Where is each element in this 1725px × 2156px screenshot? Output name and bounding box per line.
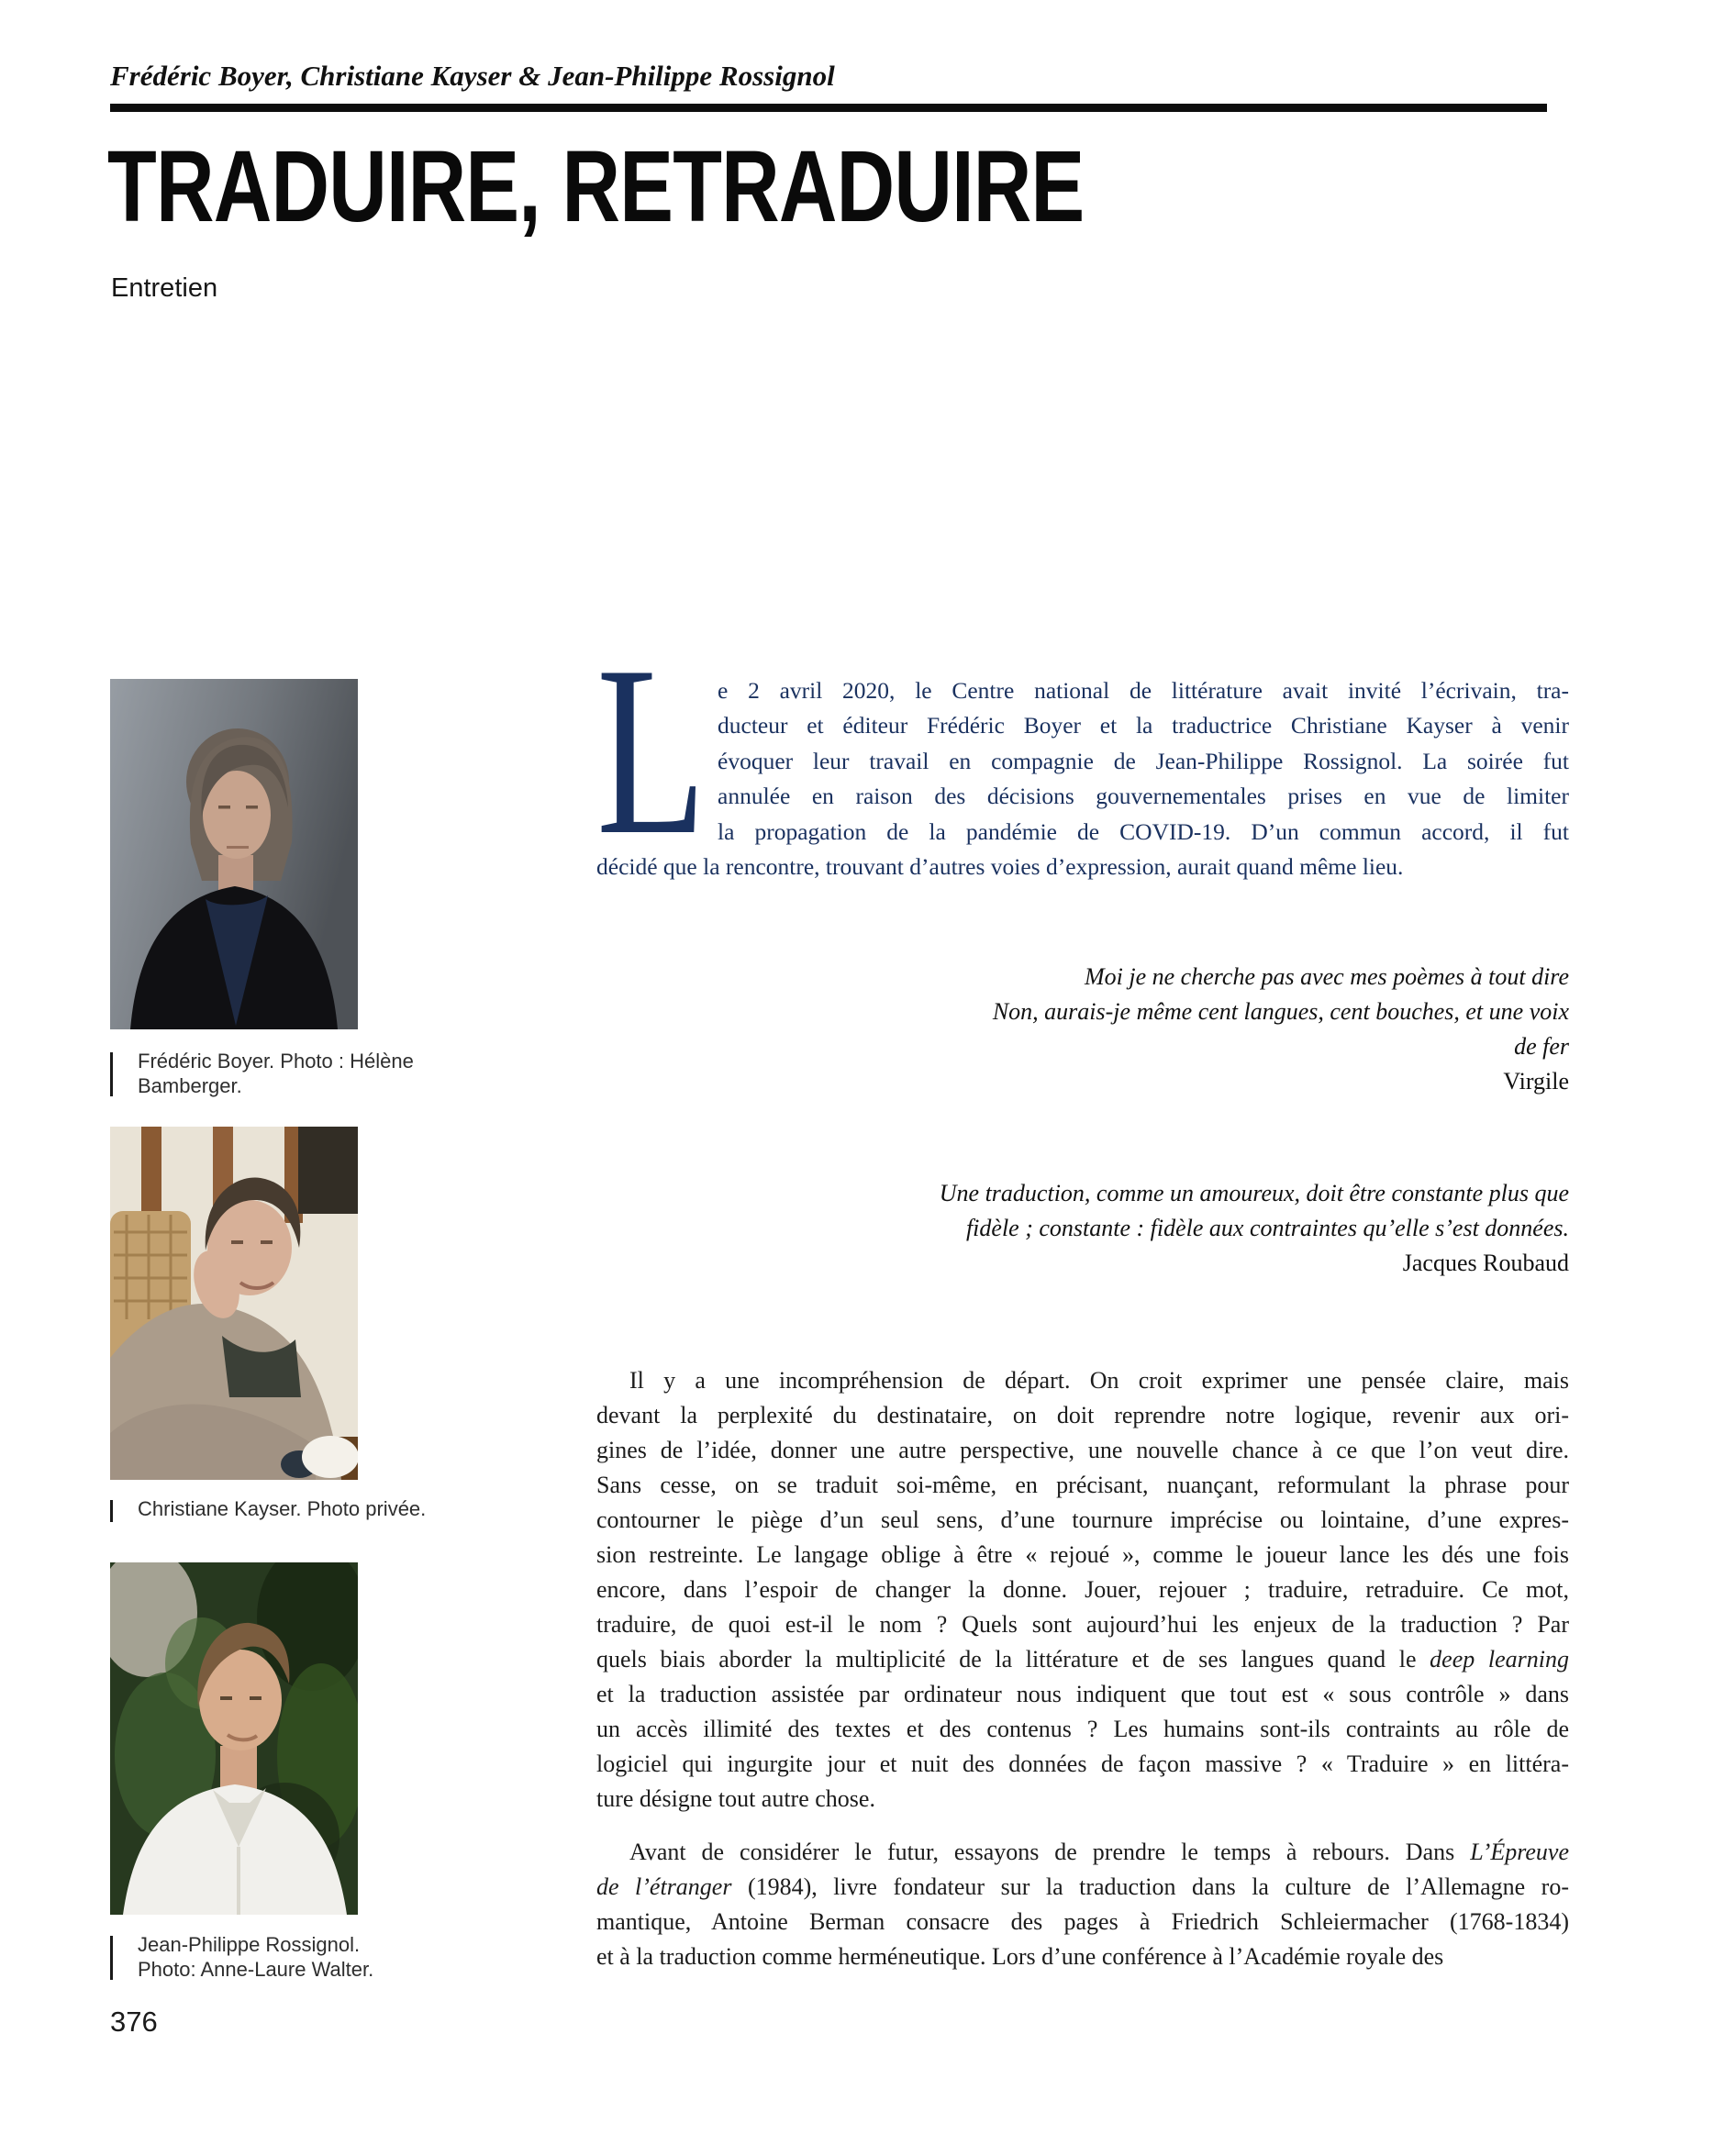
epigraph-line: Non, aurais-je même cent langues, cent bouches, et une voix: [992, 998, 1569, 1025]
caption-rule: [110, 1052, 113, 1096]
caption-jean-philippe-rossignol: [110, 1932, 413, 1982]
caption-frederic-boyer: [110, 1049, 413, 1098]
epigraph-attribution: Virgile: [1503, 1068, 1569, 1095]
body-text-line: devant la perplexité du destinataire, on doit reprendre notre logique, revenir aux ori-: [596, 1402, 1569, 1428]
body-text-line: mantique, Antoine Berman consacre des pages à Friedrich Schleiermacher (1768-1834): [596, 1908, 1569, 1935]
epigraph-attribution: Jacques Roubaud: [1402, 1250, 1569, 1276]
caption-line: Jean-Philippe Rossignol.: [138, 1933, 361, 1956]
body-text-line: un accès illimité des textes et des contenus ? Les humains sont-ils contraints au rôle de: [596, 1716, 1569, 1742]
body-text-line: contourner le piège d’un seul sens, d’une tournure imprécise ou lointaine, d’une expres-: [596, 1506, 1569, 1533]
body-text-line: Il y a une incompréhension de départ. On croit exprimer une pensée claire, mais: [629, 1367, 1569, 1394]
caption-rule: [110, 1500, 113, 1522]
body-text-line: encore, dans l’espoir de changer la donne. Jouer, rejouer ; traduire, retraduire. Ce mot,: [596, 1576, 1569, 1603]
drop-cap: L: [596, 617, 707, 885]
epigraph-line: Moi je ne cherche pas avec mes poèmes à tout dire: [1084, 963, 1569, 990]
body-text-line: de l’étranger (1984), livre fondateur sur la traduction dans la culture de l’Allemagne ro-: [596, 1873, 1569, 1900]
genre-label: Entretien: [111, 273, 218, 303]
intro-line: décidé que la rencontre, trouvant d’autres voies d’expression, aurait quand même lieu.: [596, 853, 1404, 881]
caption-line: Frédéric Boyer. Photo : Hélène: [138, 1050, 414, 1072]
intro-line: ducteur et éditeur Frédéric Boyer et la traductrice Christiane Kayser à venir: [718, 712, 1569, 739]
epigraph-line: de fer: [1514, 1033, 1569, 1060]
intro-line: e 2 avril 2020, le Centre national de littérature avait invité l’écrivain, tra-: [718, 677, 1569, 704]
body-text-line: ture désigne tout autre chose.: [596, 1785, 875, 1812]
portrait-man-dark-jacket: [110, 679, 358, 1029]
page-number: 376: [110, 2006, 158, 2038]
photo-christiane-kayser: [110, 1127, 358, 1480]
epigraph-line: Une traduction, comme un amoureux, doit être constante plus que: [939, 1180, 1569, 1206]
intro-line: annulée en raison des décisions gouvernementales prises en vue de limiter: [718, 783, 1569, 810]
caption-line: Photo: Anne-Laure Walter.: [138, 1958, 374, 1981]
intro-line: la propagation de la pandémie de COVID-19. D’un commun accord, il fut: [718, 817, 1569, 845]
body-text-line: et à la traduction comme herméneutique. Lors d’une conférence à l’Académie royale des: [596, 1943, 1444, 1970]
authors-line: Frédéric Boyer, Christiane Kayser & Jean-Philippe Rossignol: [110, 60, 835, 92]
epigraph-line: fidèle ; constante : fidèle aux contraintes qu’elle s’est données.: [965, 1215, 1569, 1241]
body-paragraph-1: [596, 1363, 1569, 1817]
epigraph-virgile: [596, 960, 1569, 1099]
caption-christiane-kayser: [110, 1496, 427, 1521]
caption-line: Christiane Kayser. Photo privée.: [138, 1497, 427, 1520]
photo-jean-philippe-rossignol: [110, 1562, 358, 1915]
body-text-line: logiciel qui ingurgite jour et nuit des données de façon massive ? « Traduire » en littéra-: [596, 1750, 1569, 1777]
page-title: TRADUIRE, RETRADUIRE: [107, 130, 1085, 243]
body-text-line: Sans cesse, on se traduit soi-même, en précisant, nuançant, reformulant la phrase pour: [596, 1472, 1569, 1498]
body-text-line: gines de l’idée, donner une autre perspective, une nouvelle chance à ce que l’on veut dire.: [596, 1437, 1569, 1463]
caption-line: Bamberger.: [138, 1074, 242, 1097]
photo-frederic-boyer: [110, 679, 358, 1029]
body-text-line: quels biais aborder la multiplicité de la littérature et de ses langues quand le deep learning: [596, 1646, 1569, 1673]
portrait-woman-chin-on-hand: [110, 1127, 358, 1480]
body-text-line: sion restreinte. Le langage oblige à être « rejoué », comme le joueur lance les dés une fois: [596, 1541, 1569, 1568]
intro-paragraph: [596, 617, 1569, 885]
caption-rule: [110, 1936, 113, 1980]
body-text-line: traduire, de quoi est-il le nom ? Quels sont aujourd’hui les enjeux de la traduction ? Par: [596, 1611, 1569, 1638]
portrait-man-white-shirt: [110, 1562, 358, 1915]
body-paragraph-2: [596, 1835, 1569, 1974]
epigraph-roubaud: [596, 1176, 1569, 1281]
header-rule: [110, 104, 1547, 112]
intro-line: évoquer leur travail en compagnie de Jean-Philippe Rossignol. La soirée fut: [718, 747, 1569, 774]
body-text-line: et la traduction assistée par ordinateur nous indiquent que tout est « sous contrôle » dans: [596, 1681, 1569, 1707]
body-text-line: Avant de considérer le futur, essayons de prendre le temps à rebours. Dans L’Épreuve: [629, 1839, 1569, 1865]
